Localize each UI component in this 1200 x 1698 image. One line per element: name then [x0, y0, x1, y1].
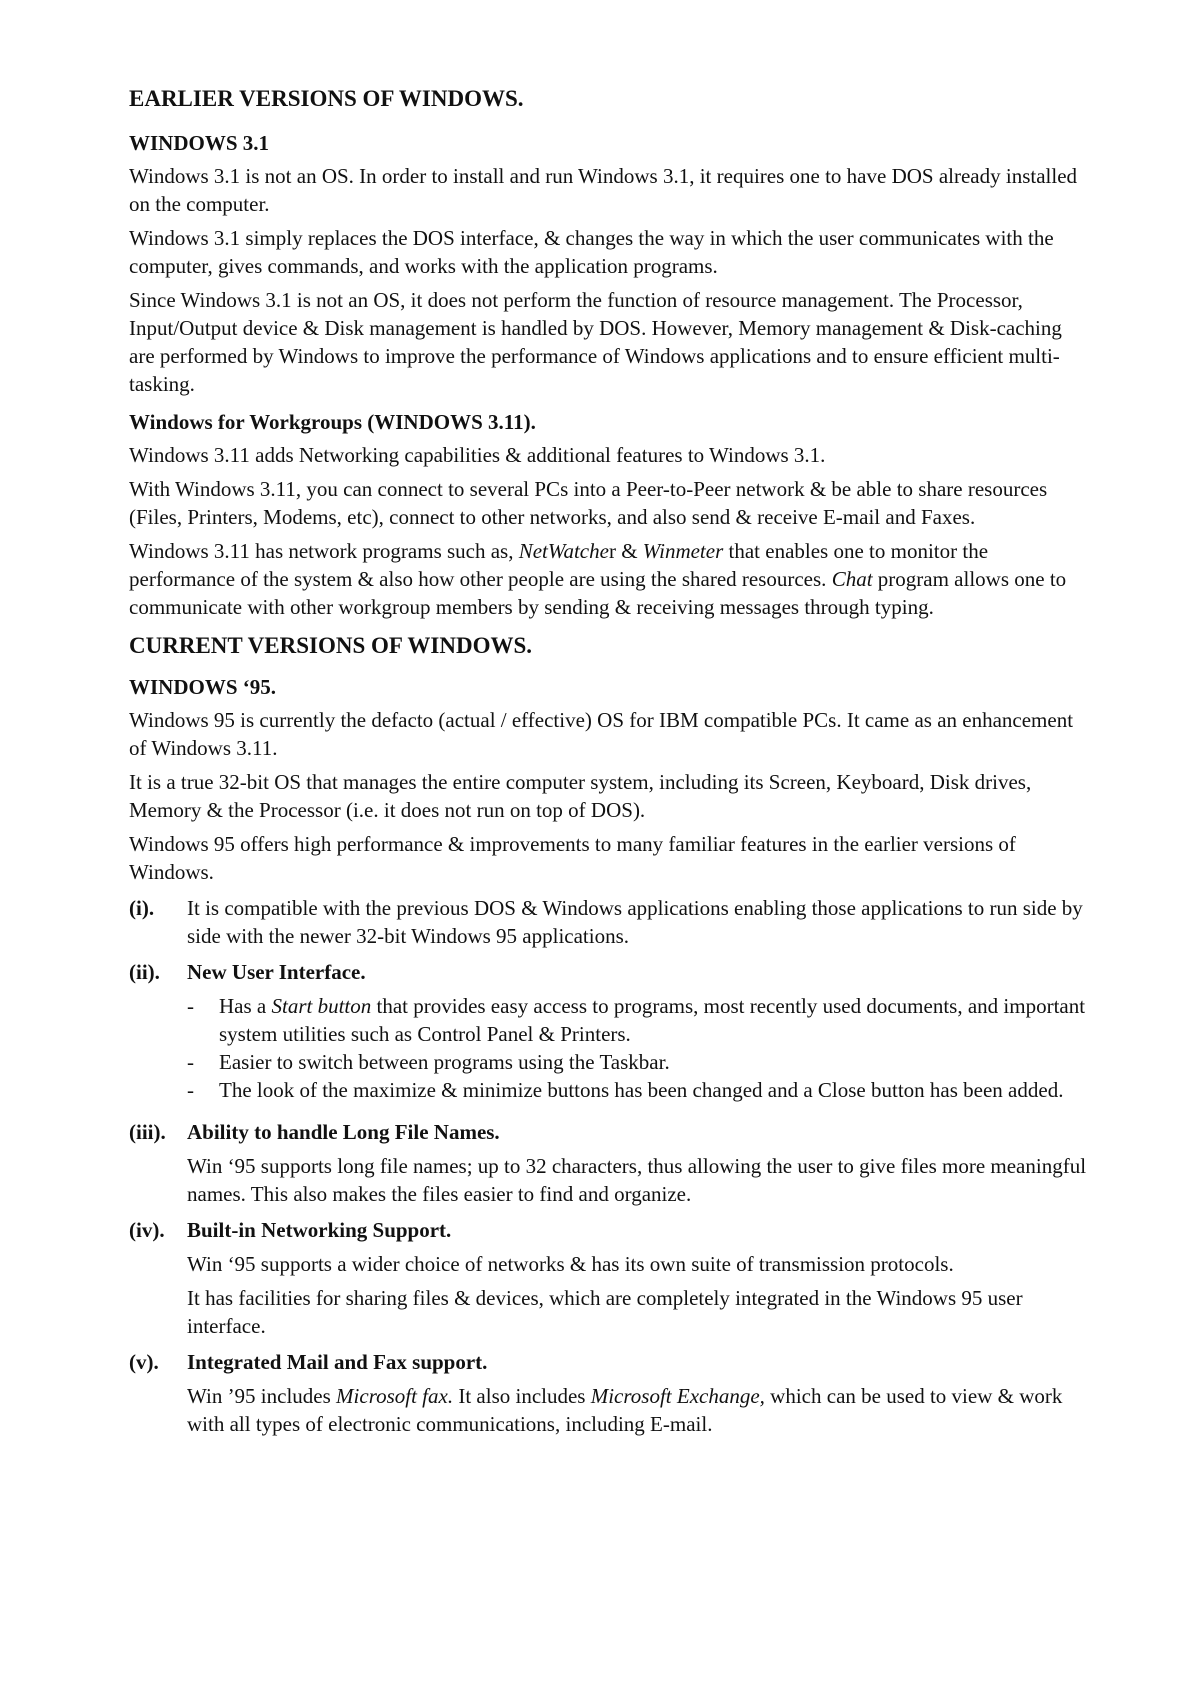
- wfw-p3-text-d: program allows one to communicate with other workgroup members by sending & receiving messages through typing.: [129, 567, 1067, 619]
- item-text-1: Win ‘95 supports a wider choice of networks & has its own suite of transmission protocols.: [187, 1252, 954, 1276]
- current-versions-heading: CURRENT VERSIONS OF WINDOWS.: [129, 633, 533, 658]
- item-text-a: Win ’95 includes: [187, 1384, 337, 1408]
- item-title: New User Interface.: [187, 960, 366, 984]
- document-page: [129, 84, 1089, 1438]
- item-text: Win ‘95 supports long file names; up to 32 characters, thus allowing the user to give files more meaningful names. This also makes the files easier to find and organize.: [187, 1154, 1087, 1206]
- windows-95-paragraph-3: Windows 95 offers high performance & improvements to many familiar features in the earlier versions of Windows.: [129, 832, 1016, 884]
- earlier-versions-heading: EARLIER VERSIONS OF WINDOWS.: [129, 86, 524, 111]
- dash-bullet: -: [187, 1078, 194, 1102]
- list-text: Easier to switch between programs using the Taskbar.: [219, 1050, 670, 1074]
- item-number: (ii).: [129, 960, 160, 984]
- item-text-2: It has facilities for sharing files & devices, which are completely integrated in the Windows 95 user interface.: [187, 1286, 1023, 1338]
- wfw-paragraph-3: [129, 537, 1089, 621]
- wfw-p3-text-c: that enables one to monitor the performance of the system & also how other people are using the shared resources.: [129, 539, 989, 591]
- wfw-paragraph-1: Windows 3.11 adds Networking capabilities & additional features to Windows 3.1.: [129, 443, 826, 467]
- windows-31-paragraph-1: Windows 3.1 is not an OS. In order to install and run Windows 3.1, it requires one to have DOS already installed on the computer.: [129, 164, 1078, 216]
- item-title: Integrated Mail and Fax support.: [187, 1350, 488, 1374]
- list-item: [187, 992, 1089, 1048]
- feature-item-ii: [129, 958, 1089, 1104]
- microsoft-exchange-term: Microsoft Exchange,: [590, 1384, 765, 1408]
- wfw-paragraph-2: With Windows 3.11, you can connect to several PCs into a Peer-to-Peer network & be able to share resources (Files, Printers, Modems, etc), connect to other networks, and also send & receive E-mail and Faxes.: [129, 477, 1048, 529]
- windows-95-paragraph-1: Windows 95 is currently the defacto (actual / effective) OS for IBM compatible PCs. It came as an enhancement of Windows 3.11.: [129, 708, 1074, 760]
- list-item: [187, 1076, 1089, 1104]
- list-item: [187, 1048, 1089, 1076]
- dash-bullet: -: [187, 1050, 194, 1074]
- start-button-term: Start button: [271, 994, 372, 1018]
- netwatcher-term: NetWatche: [518, 539, 609, 563]
- item-text-b: It also includes: [453, 1384, 591, 1408]
- list-text: The look of the maximize & minimize buttons has been changed and a Close button has been added.: [219, 1078, 1064, 1102]
- windows-95-title: WINDOWS ‘95.: [129, 675, 277, 699]
- item-number: (iii).: [129, 1120, 166, 1144]
- windows-31-title: WINDOWS 3.1: [129, 131, 270, 155]
- wfw-title: Windows for Workgroups (WINDOWS 3.11).: [129, 410, 536, 434]
- windows-31-paragraph-3: Since Windows 3.1 is not an OS, it does not perform the function of resource management. The Processor, Input/Output device & Disk management is handled by DOS. However, Memory management & Disk-caching are performed by Windows to improve the performance of Windows applications and to ensure efficient multi-tasking.: [129, 288, 1062, 396]
- item-text: It is compatible with the previous DOS & Windows applications enabling those applications to run side by side with the newer 32-bit Windows 95 applications.: [187, 896, 1083, 948]
- item-text: [187, 1382, 1089, 1438]
- item-number: (i).: [129, 896, 155, 920]
- microsoft-fax-term: Microsoft fax.: [336, 1384, 454, 1408]
- list-text-b: that provides easy access to programs, most recently used documents, and important system utilities such as Control Panel & Printers.: [219, 994, 1086, 1046]
- list-text-a: Has a: [219, 994, 272, 1018]
- winmeter-term: Winmeter: [642, 539, 724, 563]
- dash-bullet: -: [187, 994, 194, 1018]
- wfw-p3-text-b: r &: [608, 539, 643, 563]
- windows-95-paragraph-2: It is a true 32-bit OS that manages the entire computer system, including its Screen, Keyboard, Disk drives, Memory & the Processor (i.e. it does not run on top of DOS).: [129, 770, 1032, 822]
- item-title: Built-in Networking Support.: [187, 1218, 452, 1242]
- item-number: (v).: [129, 1350, 159, 1374]
- ui-feature-list: [187, 992, 1089, 1104]
- feature-item-i: [129, 894, 1089, 950]
- chat-term: Chat: [831, 567, 873, 591]
- feature-item-v: [129, 1348, 1089, 1438]
- feature-item-iv: [129, 1216, 1089, 1340]
- item-title: Ability to handle Long File Names.: [187, 1120, 500, 1144]
- windows-31-paragraph-2: Windows 3.1 simply replaces the DOS interface, & changes the way in which the user communicates with the computer, gives commands, and works with the application programs.: [129, 226, 1054, 278]
- wfw-p3-text-a: Windows 3.11 has network programs such as,: [129, 539, 519, 563]
- item-number: (iv).: [129, 1218, 165, 1242]
- item-text-c: which can be used to view & work with all types of electronic communications, including E-mail.: [187, 1384, 1063, 1436]
- feature-item-iii: [129, 1118, 1089, 1208]
